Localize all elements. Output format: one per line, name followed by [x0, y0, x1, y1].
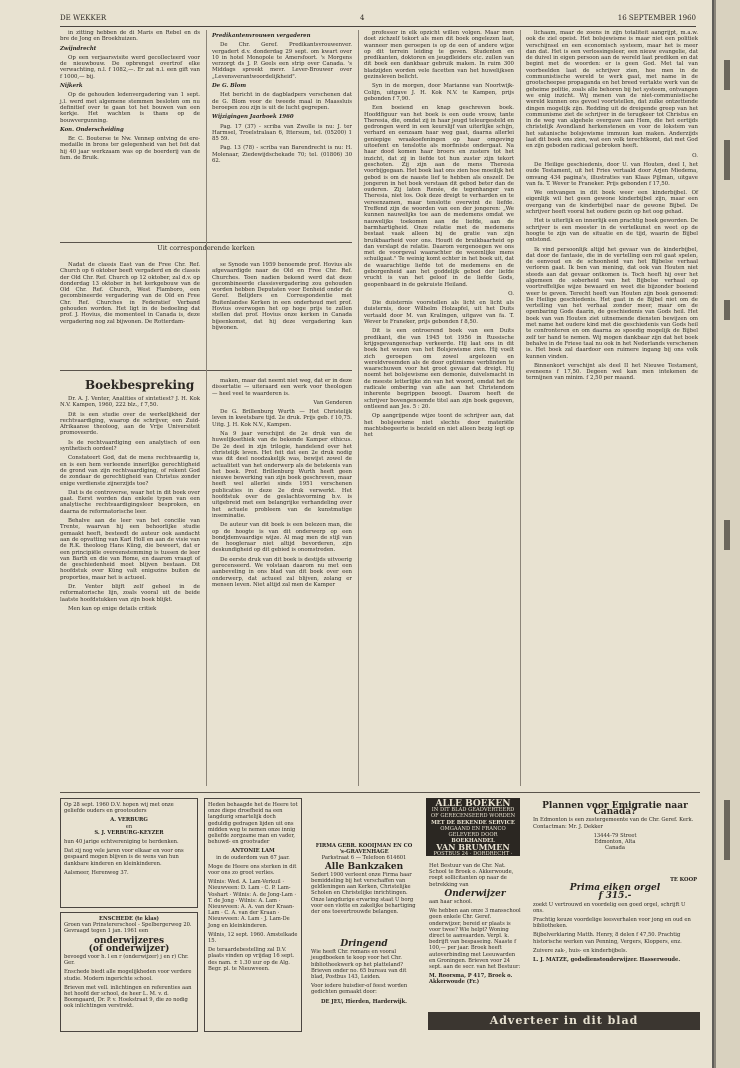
ads-rule: [60, 792, 700, 793]
ad-text: Moge de Heere ons sterken in dit voor ons zo groot verlies.: [208, 863, 297, 877]
ad-text: Brieven met vell. inlichtingen en referenties aan het hoofd der school, de heer L. M. v. d. Boomgaard, Dr. P. v. Hoekstraat 9, die zo nodig ook inlichtingen verstrekt.: [64, 984, 192, 1010]
section-heading-kerken: Uit corresponderende kerken: [157, 244, 255, 252]
ad-text: We hebben aan onze 3 mansschool geen enkele Chr. Geref. onderwijzer, bereid er plaats is voor twee? Wie helpt? Woning direct te aanvaarden. Verpl. k. bedrijft van bespaseing. Naaste f 100,— per jaar. Broek heeft autoverbinding met Leeuwarden en Groningen. Brieven voor 24 sept. aan de secr. van het Bestuur:: [429, 908, 521, 971]
ad-text: Dat zij nog vele jaren voor elkaar en voor ons gespaard mogen blijven is de wens van hun dankbare kinderen en kleinkinderen.: [64, 848, 184, 867]
ad-text: en: [125, 823, 133, 830]
ad-heading: ENSCHEDE (te klas): [99, 916, 159, 922]
kerken-column-1: [60, 262, 200, 362]
column-2-middle: [212, 378, 352, 786]
ad-text: in de ouderdom van 67 jaar.: [216, 854, 290, 861]
signature: O.: [508, 290, 514, 297]
ad-name: A. VERBURG: [110, 817, 148, 824]
ad-text: 13444-79 Street: [593, 832, 637, 839]
ad-title: (of onderwijzer): [88, 943, 170, 954]
article-text: Pag. 13 (78) - scriba van Barendrecht is nu: H. Molenaar, Ziedewijdschekade 70; tel. (01806) 30 62.: [212, 145, 352, 165]
column-divider: [206, 30, 207, 786]
boekbespreking-heading: Boekbespreking: [85, 378, 195, 392]
ad-text: bevoegd voor h. l en r (onderwijzer) j en r) Chr. Ger.: [64, 954, 189, 967]
ad-organ-for-sale: [530, 874, 700, 1006]
article-text: De eerste druk van dit boek is destijds uitvoerig gerecenseerd. We volstaan daarom nu met een aanbeveling in ons blad van dit boek over een onderwerp, dat actueel zal blijven, zolang er mensen leven. Niet altijd zal men de Kamper: [212, 556, 352, 588]
ad-text: Heden behaagde het de Heere tot onze diepe droefheid na een langdurig smartelijk doch geduldig gedragen lijden uit ons midden weg te nemen onze innig geliefde zorgzame man en vader, behuwd- en grootvader: [208, 802, 298, 846]
article-text: Ik vind persoonlijk altijd het gevaar van de kinderbijbel, dat door de fantasie, die in de vertelling een rol gaat spelen, de eenvoud en de schoonheid van het Bijbelse verhaal verloren gaat. Ik ben van mening, dat ook van Houten niet steeds aan dat gevaar ontkomen is. Toch heeft hij over het algemeen de soberheid van het Bijbelse verhaal op voortreffelijke wijze bewaard en weet die bijzonder boeiend weer te geven. Terecht heeft van Houten zijn boek genoemd: De Heilige geschiedenis. Het gaat in de Bijbel niet om de vertelling van het verhaal zonder meer, maar om de openbaring Gods daarin, de geschiedenis van Gods heil. Het boek van van Houten ziet uitnemende diensten bewijzen om met name het oudere kind met die geschiedenis van Gods heil te confronteren en om daarna zo spoedig mogelijk de Bijbel zelf ter hand te nemen. Wij mogen dankbaar zijn dat het boek behalve in de Friese taal nu ook in het Nederlands verschenen is. Het boek zal daardoor een ruimere ingang bij ons volk kunnen vinden.: [526, 246, 698, 360]
kerken-column-2: [212, 262, 352, 362]
edge-mark: [724, 800, 730, 860]
ad-text: 's-GRAVENHAGE: [339, 849, 389, 856]
article-text: De G. Brillenburg Wurth — Het Christelijk leven in kwetsbare tijd. 2e druk. Prijs geb. f 10,75. Uitg. J. H. Kok N.V., Kampen.: [212, 409, 352, 428]
column-divider: [520, 30, 521, 786]
ad-title: Prima eiken orgel: [569, 883, 661, 894]
ad-heading: FIRMA GEBR. KOOIJMAN EN CO: [315, 843, 413, 849]
ad-text: Wilnis: Wed. A. Lam-Verkuil · Nieuwveen: D. Lam · C. P. Lam-Voshart · Wilnis: A. de Jong-Lam · T. de Jong · Wilnis: A. Lam · Nieuwveen: A. A. van der Kraan-Lam · C. A. van der Kraan · Nieuwveen: A. Lam · J. Lam-De Jong en kleinkinderen.: [208, 879, 297, 929]
ad-text: Het Bestuur van de Chr. Nat. School te Broek o. Akkerwoude, roept sollicitanten op naar de betrekking van: [429, 863, 514, 888]
ad-title: Onderwijzer: [444, 888, 506, 899]
ad-text: Voor iedere huisdier-of feest worden gedichten gemaakt door:: [311, 983, 408, 996]
ad-title: VAN BRUMMEN: [436, 842, 510, 853]
ad-kooijman-bank: [308, 840, 420, 932]
ad-price: f 315.-: [598, 891, 632, 902]
ad-text: L. J. MATZE, godsdienstonderwijzer. Hasserwoude.: [533, 957, 681, 964]
ad-text: Zuivere zak-, huis- en kinderbijbels.: [533, 947, 628, 954]
article-text: Op de gehouden ledenvergadering van 1 sept. j.l. werd met algemene stemmen besloten om nu definitief over te gaan tot het bouwen van een kerkje. Het wachten is thans op de bouwvergunning.: [60, 92, 200, 124]
adverteer-banner: Adverteer in dit blad: [428, 1012, 700, 1030]
article-text: Is de rechtvaardiging een analytisch of een synthetisch oordeel?: [60, 439, 200, 453]
ad-text: DE JEU, Hierden, Harderwijk.: [321, 998, 407, 1005]
article-text: Syn in de morgen, door Marianne van Noortwijk-Colijn, uitgave J. H. Kok N.V. te Kampen, prijs gebonden f 7,90.: [364, 83, 514, 102]
ad-van-brummen-books: [426, 798, 520, 863]
article-text: Op aangrijpende wijze toont de schrijver aan, dat het bolsjewisme niet slechts door materiële machtsbegeerte is bezield en niet alleen bezig legt op het: [364, 413, 514, 439]
ad-heading: TE KOOP: [670, 877, 697, 883]
ad-text: OMGAAND EN FRANCO GELEVERD DOOR: [440, 825, 506, 839]
article-text: Men kan op enige details critiek: [68, 605, 157, 612]
edge-mark: [724, 520, 730, 550]
header-title: DE WEKKER: [60, 14, 107, 22]
ad-text: In Edmonton is een zustergemeente van de Chr. Geref. Kerk. Contactman: Mr. J. Dekker: [533, 817, 694, 830]
ad-text: Prachtig keuze voordelige leesverhalen voor jong en oud en bibliotheken.: [533, 917, 691, 930]
ad-text: Enschede biedt alle mogelijkheden voor verdere studie. Modern ingerichte school.: [64, 969, 192, 982]
article-text: Na 9 jaar verschijnt de 2e druk van de huwelijksethiek van de bekende Kamper ethicus. De 2e deel in zijn trilogie, handelend over het christelijk leven. Het feit dat een 2e druk nodig was dit deel noodzakelijk was, bewijst zowel de actualiteit van het onderwerp als de betekenis van het boek. Prof. Brillenburg Wurth heeft geen nieuwe bewerking van zijn boek geschreven, maar heeft wel allerlei sinds 1951 verschenen publicaties in deze 2e druk verwerkt. Het hoofdstuk over de geslachtsvorming b.v. is uitgebreid met een belangrijke verhandeling over het actuele probleem van de kunstmatige inseminatie.: [212, 431, 352, 519]
signature: O.: [692, 152, 698, 159]
article-text: se Synode van 1959 benoemde prof. Hovius als afgevaardigde naar de Old en Free Chr. Ref. Churches. Toen nadien bekend werd dat deze gecombineerde classisvergadering zou gehouden worden hebben Deputaten voor Eenheid onder de Geref. Belijders en Correspondentie met Buitenlandse Kerken in een onderhoud met prof. Hovius overwogen het op hoge prijs te zullen stellen dat prof. Hovius onze kerken in Canada bijeenkomst, dat hij deze vergadering kan bijwonen.: [212, 262, 352, 331]
article-text: Pag. 17 (37) - scriba van Zwolle is nu: J. ter Harmsel, Troelstralaan 6, Ittersum, tel. (05200) 1 85 59.: [212, 123, 352, 143]
ad-text: Groen van Prinstererschool - Spelbergerweg 20. Gevraagd tegen 1 jan. 1961 een: [64, 922, 192, 935]
article-text: Het is uiterlijk en innerlijk een prachtig boek geworden. De schrijver is een meester in de vertelkunst en weet op de hoogte te zijn van de situatie en de tijd, waarin de Bijbel ontstond.: [526, 218, 698, 244]
boekbespreking-column: [60, 396, 200, 786]
edge-mark: [724, 300, 730, 320]
ad-dringend: [308, 936, 420, 1032]
ad-akkerwoude-vacancy: [426, 860, 524, 1008]
ad-enschede-vacancy: [60, 912, 198, 1032]
adjacent-page-edge: [714, 0, 740, 1068]
ad-text: zoekt U vertrouwd en voordelig een goed orgel, schrijft U ons.: [533, 901, 686, 914]
ad-text: aan haar school.: [429, 899, 473, 906]
article-text: De Chr. Geref. Predikantsvrouwenver. vergadert d.v. donderdag 29 sept. om kwart over 10 in hotel Monopole te Amersfoort. 's Morgens verzorgt ds J. P. Geels een strip over Canada. 's Middags spreekt mevr. Lever-Brouwer over „Levensverantwoordelijkheid".: [212, 42, 352, 80]
ad-text: BOEKHANDEL: [451, 838, 495, 845]
ad-text: Aalsmeer, Herenweg 37.: [64, 869, 129, 876]
ad-text: Bijbelverklaring Matth. Henry, 8 delen f 47,50. Prachtig historische werken van Penning, Vergers, Kloppers, enz.: [533, 932, 682, 945]
ad-text: Sedert 1900 verleent onze Firma haar bemiddeling bij het verschaffen van geldleningen aan Kerken, Christelijke Scholen en Christelijke inrichtingen. Onze langdurige ervaring staat U borg voor een vlotte en zakelijke behartiging der ons toevertrouwde belangen.: [311, 871, 416, 916]
article-text: Een boeiend en knap geschreven boek. Hoofdfiguur van het boek is een oude vrouw, tante Theresia, die, omdat zij in haar jeugd teleurgesteld en gedrongen werd in een keurslijf van uiterlijke schijn, verhard en eenzaam haar weg gaat, daarna allerlei geniepige wraakoefeningen op haar omgeving uitoefent en tenslotte als morfiniste ondergaat. Na haar dood komen haar broers en zusters tot het inzicht, dat zij in liefde tot hun zuster zijn tekort geschoten. Zij zijn aan de mens Theresia voorbijgegaan. Het boek laat ons zien hoe moeilijk het gebod is om de naaste lief te hebben als onszelf. De jongeren in het boek verstaan dit gebod beter dan de ouderen. Zij laten Renée, de tegenhanger van Theresia, niet los. Ook deze dreigt te verharden en te vereenzamen, maar tenslotte overwint de liefde. Treffend zijn de woorden van een der jongeren: „We kunnen nauwelijks toe aan de medemens omdat we nauwelijks toekomen aan de liefde, aan de barmhartigheid. Onze relatie met de medemens bestaat vaak alleen bij de gratie van zijn bruikbaarheid voor ons. Houdt de bruikbaarheid op dan verslapt de relatie. Daarom vergenoegen we ons met de voorgeval waarachter de wezenlijke mens schuilgaat." Te weinig komt echter in het boek uit, dat de waarachtige liefde tot de medemens en de geborgenheid aan het goddelijk gebod der liefde vrucht is van het geloof in de liefde Gods, geopenbaard in de gekruiste Heiland.: [364, 105, 514, 288]
article-text: Constateert God, dat de mens rechtvaardig is, en is een hem verleende innerlijke gerechtigheid de grond van zijn rechtvaardiging, of rekent God de zondaar de gerechtigheid van Christus zonder enige verdienste zijnerzijds toe?: [60, 455, 200, 487]
ad-canada-emigration: [530, 798, 700, 870]
ad-text: De teraardebestelling zal D.V. plaats vinden op vrijdag 16 sept. des nam. ± 1.30 uur op de Alg. Begr. pl. te Nieuwveen.: [208, 947, 295, 972]
ad-text: POSTBUS 24 · DORDRECHT · GIRO 37403: [433, 850, 513, 863]
article-heading: Kon. Onderscheiding: [60, 126, 124, 133]
column-divider: [358, 30, 359, 786]
ad-text: Edmonton, Alta: [594, 839, 636, 846]
ad-text: M. Roorsma, P 417, Broek o. Akkerwoude (Fr.): [429, 973, 513, 986]
signature: Van Genderen: [313, 399, 352, 406]
article-text: Het bericht in de dagbladpers verschenen dat de G. Blom voor de tweede maal in Maassluis beroepen zou zijn is uit de lucht gegrepen.: [212, 92, 352, 111]
article-text: Dr. A. J. Venter, Analities of sintetiest? J. H. Kok N.V. Kampen, 1960, 222 blz., f 7,50.: [60, 396, 200, 409]
ad-text: Wie heeft Chr. romans en vooral jeugdboeken te koop voor het Chr. bibliotheekwerk op het platteland? Brieven onder no. 65 bureau van dit blad, Postbus 143, Leiden.: [311, 949, 407, 981]
column-4: [526, 30, 698, 786]
article-text: De auteur van dit boek is een belezen man, die op de hoogte is van dit onderwerp op een bondjdemvaardige wijze. Al mag men de stijl van de hoogleraar niet altijd bevorderen, zijn deskundigheid op dit gebied is onomstreden.: [212, 522, 352, 554]
ad-text: MET DE BEKENDE SERVICE: [431, 819, 515, 826]
article-heading: Wijzigingen Jaarboek 1960: [212, 114, 294, 121]
article-text: We ontvangen in dit boek weer een kinderbijbel. Of eigenlijk wil het geen gewone kinderbijbel zijn, maar een overgang van de kinderbijbel naar de gewone Bijbel. De schrijver heeft vooral het oudere gezin op het oog gehad.: [526, 190, 698, 216]
ad-title: Dringend: [340, 939, 388, 949]
edge-mark: [724, 140, 730, 180]
ad-text: Canada: [605, 845, 625, 852]
article-text: lichaam, maar de zoens in zijn totaliteit aangrijpt, m.a.w. ook de ziel opeist. Het bolsjewisme is maar niet een politiek verschijnsel en een economisch systeem, maar het is meer dan dat. Het is een verlossingsleer, een nieuw evangelie, dat de duivel in eigen persoon aan de wereld laat prediken en dat begint met de woorden: er is geen God. Met tal van voorbeelden laat de schrijver zien, hoe men in de communistische wereld te werk gaat, met name in de grootscheepse propaganda en het breed vertakte werk van de geheime politie, zoals alle behoren bij het systeem, ontvangen we enig inzicht. Wij menen van de niet-communistische wereld kunnen ons gevoel voortstellen, dat zulke ontzettende dingen mogelijk zijn. Redding uit de dreigende greep van het communisme ziet de schrijver in de terugkeer tot Christus en in de weg van algehele overgave aan Hem, die het eertijds christelijk Avondland herkenstenen en voor de lokstem van het satanische bolsjewisme immuun kan maken. Anderzijds laat dit boek ons zien, wat een volk terechtkomt, dat met God en zijn geboden radicaal gebroken heeft.: [526, 30, 698, 150]
article-heading: Predikantenvrouwen vergaderen: [212, 33, 311, 39]
article-text: in zitting hebben de di Maris en Rebel en ds bre de Jong en Broekhuizen.: [60, 30, 200, 43]
article-text: Dat is de controverse, waar het in dit boek over gaat. Eerst worden dan enkele typen van een analytische rechtvaardigingsleer besproken, en daarna de reformatorische leer.: [60, 489, 200, 515]
article-heading: Nijkerk: [60, 83, 83, 90]
article-text: De Heilige geschiedenis, door U. van Houten, deel I, het oude Testament, uit het Fries vertaald door Arjen Miedema, omvang 434 pagina's, illustraties van Klaas Pijlman, uitgave van fa. T. Wever te Franeker. Prijs gebonden f 17,50.: [526, 161, 698, 187]
ad-text: Parkstraat 6 — Telefoon 614601: [321, 855, 407, 862]
ad-title: ALLE BOEKEN: [435, 799, 511, 809]
column-1-top: [60, 30, 200, 230]
ad-text: Wilnis, 12 sept. 1960. Amstelkade 15.: [208, 931, 298, 945]
article-heading: De G. Blom: [212, 83, 247, 90]
article-text: maken, maar dat neemt niet weg, dat er in deze dissertatie — uiteraard een werk voor theologen — heel veel te waarderen is.: [212, 378, 352, 397]
column-2-top: [212, 30, 352, 230]
ad-text: IN DIT BLAD GEADVERTEERD OF GERECENSEERD WORDEN: [430, 807, 516, 820]
ad-name: ANTONIE LAM: [231, 848, 275, 855]
article-text: Op een verjaarsvisite werd gecollecteerd voor de nieuwbouw. De opbrengst overtrof elke verwachting, n.l. f 1082,—. Er zat n.l. een gift van f 1000,— bij.: [60, 54, 200, 80]
article-text: Dit is een studie over de werkelijkheid der rechtvaardiging, waarop de schrijver, een Zuid-Afrikaanse theoloog, aan de Vrije Universiteit promoveerde.: [60, 411, 200, 437]
header-page-number: 4: [360, 14, 365, 22]
article-text: Die duisternis voorstellen als licht en licht als duisternis, door Wilhelm Holzapfel, uit het Duits vertaald door M. van Kralingen, uitgave van fa. T. Wever te Franeker, prijs gebonden f 8,50.: [364, 300, 514, 326]
header-date: 16 SEPTEMBER 1960: [617, 14, 696, 22]
ad-name: S. J. VERBURG-KEYZER: [94, 829, 164, 836]
ad-title: Plannen voor Emigratie naar Canada?: [542, 801, 688, 818]
article-text: Dit is een ontroerend boek van een Duits predikant, die van 1945 tot 1956 in Russische krijgsgevangenschap verkeerde. Hij laat ons in dit boek het wezen van het Bolsjewisme zien. Hij voelt zich geroepen om zowel argelozen en wereldvreemden als de door optimisme verblinden te waarschuwen voor het groot gevaar dat dreigt. Hij noemt het bolsjewisme een demonie, duivelsmacht in de meeste letterlijke zin van het woord, omdat het de radicale ombering van alle aan het Christendom inherente begrippen beoogt. Daarom heeft de schrijver bovengenoemde titel aan zijn boek gegeven, ontleend aan Jes. 5 : 20.: [364, 328, 514, 410]
article-text: Br. C. Bouterse te Nw. Vennep ontving de ere-medaille in brons ter gelegenheid van het feit dat hij 40 jaar werkzaam was op de boerderij van de fam. de Bruik.: [60, 136, 200, 162]
page-header: [60, 14, 696, 27]
article-text: professor in elk opzicht willen volgen. Maar men doet zichzelf tekort als men dit boek ongelezen laat, wanneer men geroepen is op de een of andere wijze op dit terrein leiding te geven. Studenten en predikanten, doktoren en jeugdleiders etc. zullen van dit boek een dankbaar gebruik maken. In ruim 300 bladzijden worden vele facetten van het huwelijksen gezinsleven belicht.: [364, 30, 514, 81]
article-text: Behalve aan de leer van het concilie van Trente, waarvan hij een behoorlijke studie gemaakt heeft, besteedt de auteur ook aandacht aan de opvatting van Karl Holl en aan de visie van de R.K. theoloog Hans Küng, die beweert, dat er een principiële overeenstemming is tussen de leer van Barth en die van Rome, en daarom vraagt of de geschiedenheid moet blijven bestaan. Dit hoofdstuk over Küng valt enigszins buiten de proporties, maar het is actueel.: [60, 518, 200, 581]
ad-text: Op 28 sept. 1960 D.V. hopen wij met onze geliefde ouders en grootouders: [64, 802, 174, 815]
article-heading: Zwijndrecht: [60, 45, 97, 52]
article-text: Nadat de classis East van de Free Chr. Ref. Church op 6 oktober beeft vergaderd en de classis der Old Chr. Ref. Church op 12 oktober, zal d.v. op donderdag 13 oktober in het kerkgebouw van de Old Chr. Ref. Church, West Flamboro, een gecombineerde vergadering van de Old en Free Chr. Ref. Churches in Federatief Verband gehouden worden. Het ligt in de bedoeling dat prof. J. Hovius, die momenteel in Canada is, deze vergadering nog zal bijwonen. De Rotterdam-: [60, 262, 200, 325]
ad-text: hun 40 jarige echtvereniging te herdenken.: [64, 839, 179, 846]
article-text: Binnenkort verschijnt als deel II het Nieuwe Testament, eveneens f 17,50. Degeen wel kan men intekenen de termijnen van minim. f 2,50 per maand.: [526, 362, 698, 382]
ad-title: onderwijzeres: [93, 935, 165, 946]
column-3: [364, 30, 514, 786]
ad-title: Alle Bankzaken: [324, 861, 404, 872]
article-text: Dr. Venter blijft zelf geheel in de reformatorische lijn, zoals vooral uit de beide laatste hoofdstukken van zijn boek blijkt.: [60, 584, 200, 603]
ad-verburg-anniversary: [60, 798, 198, 908]
edge-mark: [724, 60, 730, 90]
ad-lam-obituary: [204, 798, 302, 1032]
